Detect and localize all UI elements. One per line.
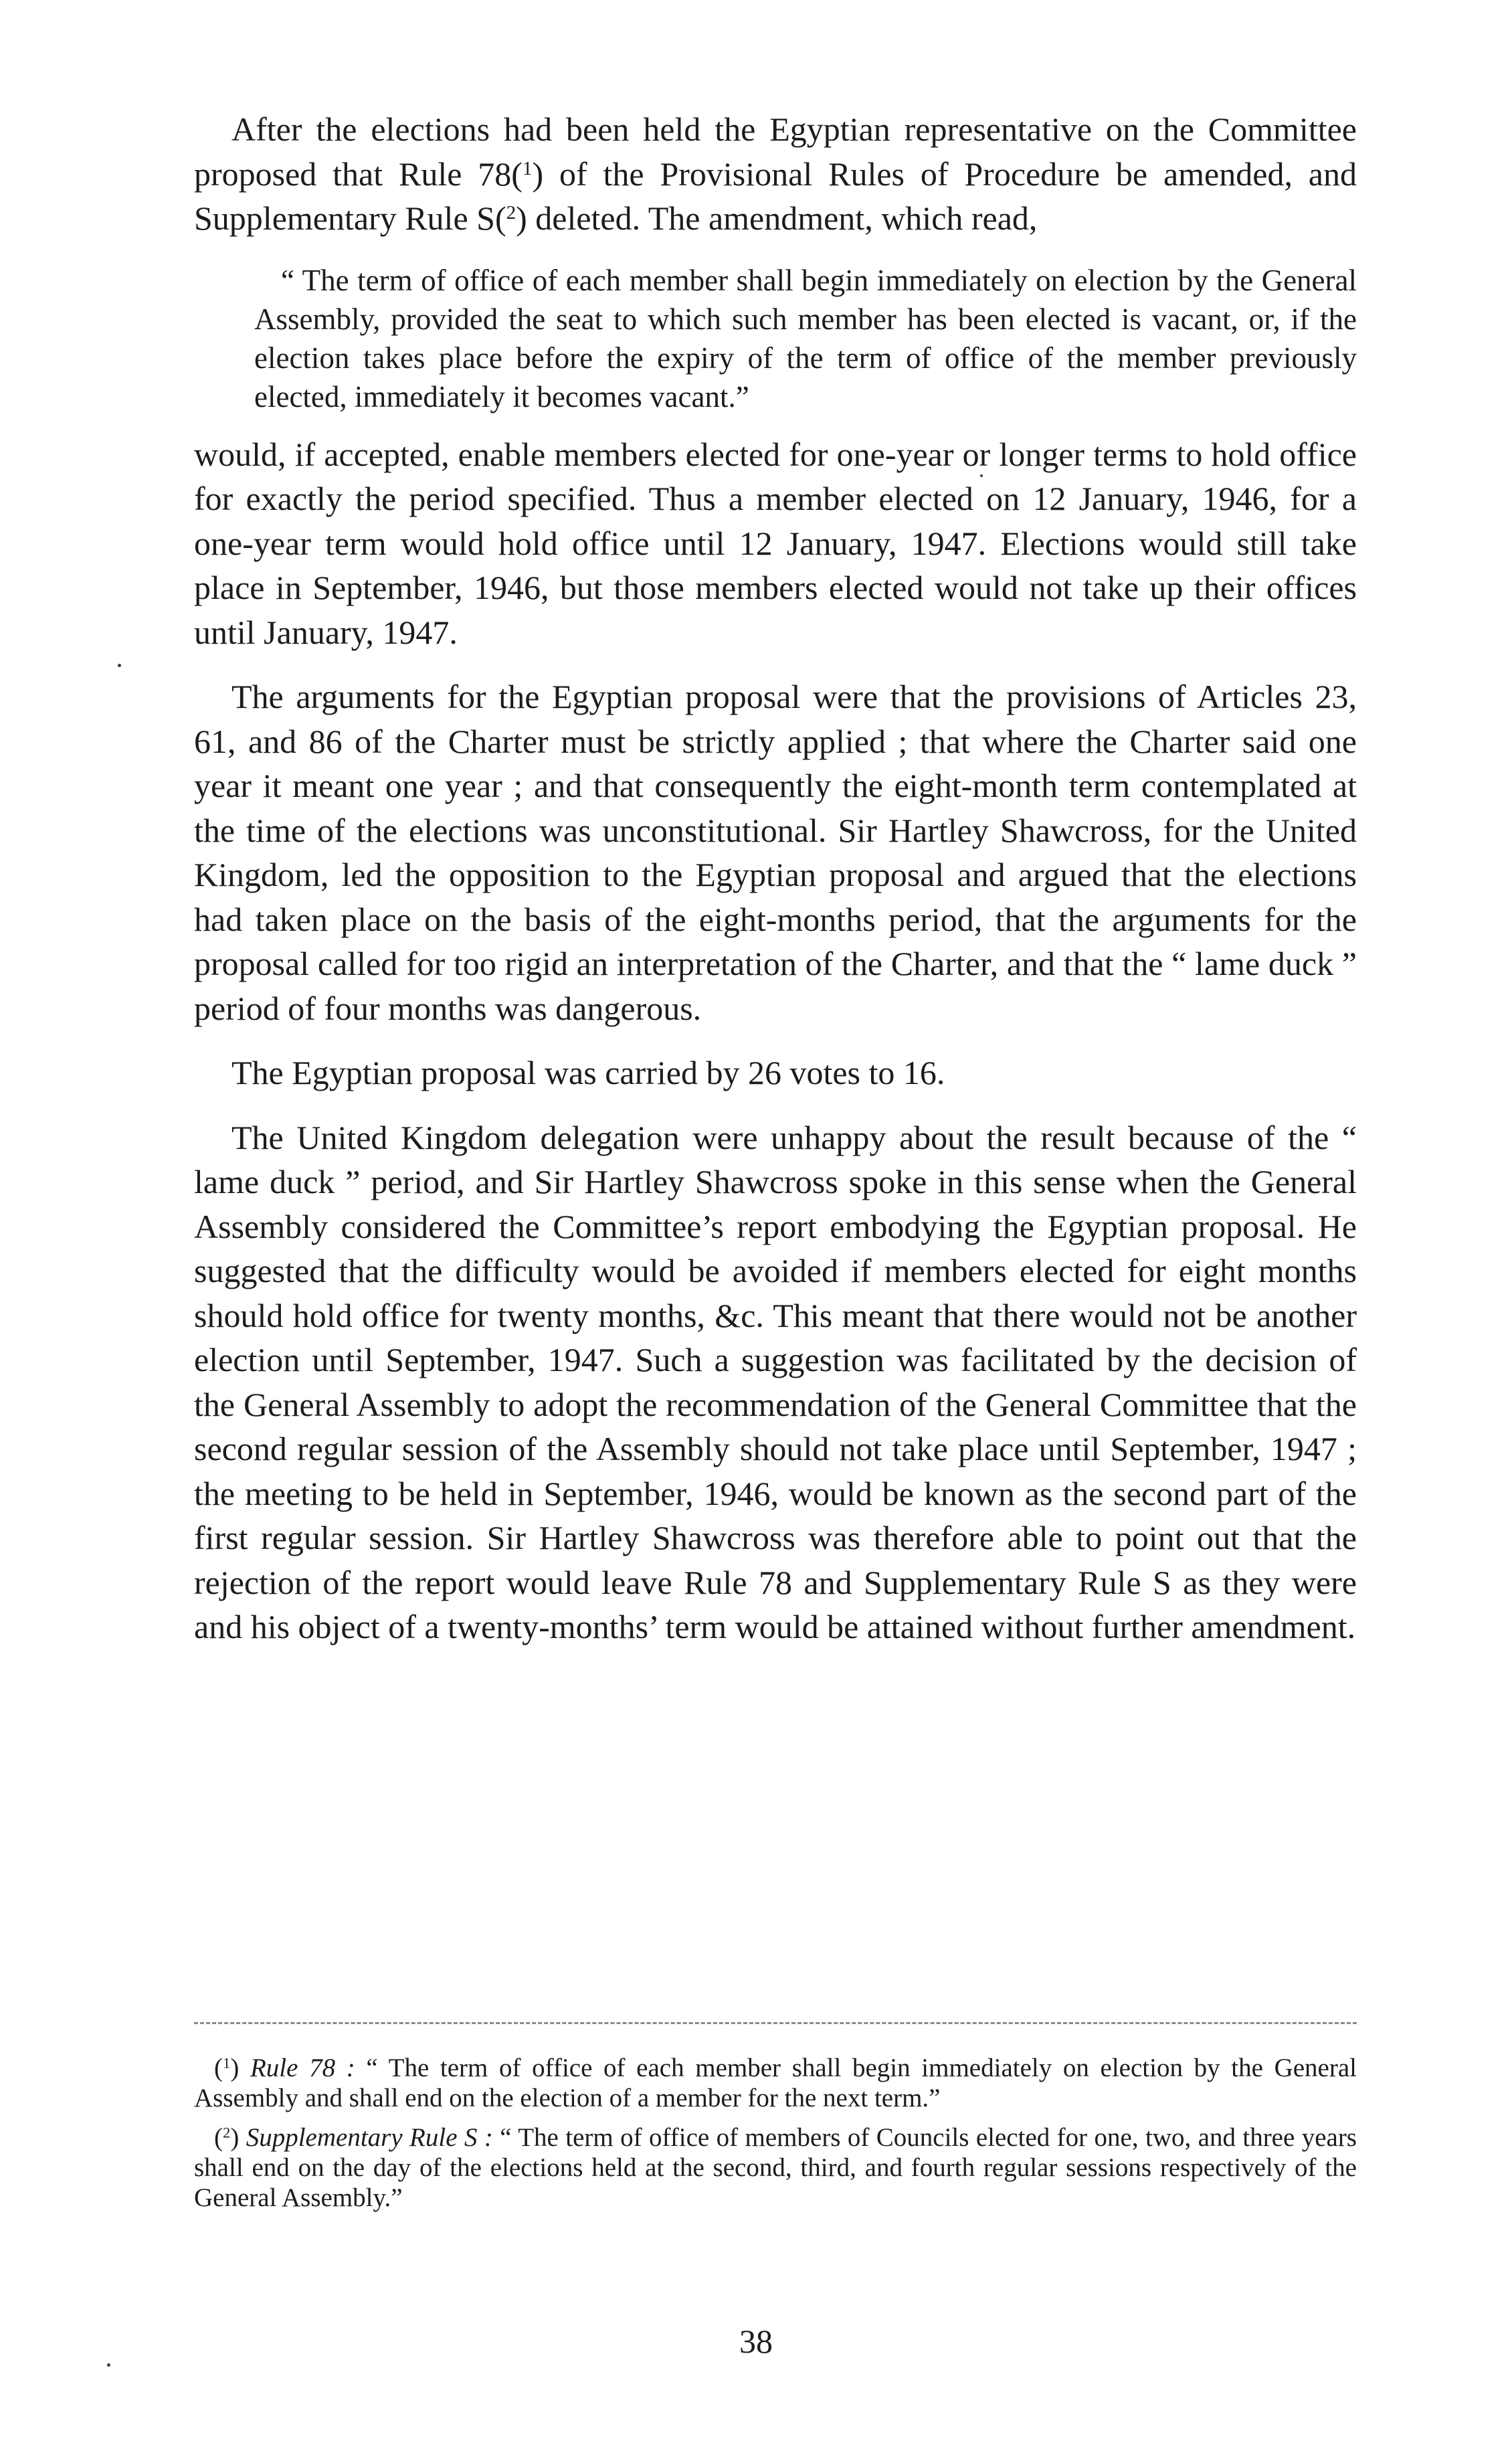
paragraph-1-part-2: ) of the Provisional Rules of Procedure be amended, and Supplementary Rule S( (194, 155, 1357, 237)
scan-speck (107, 2363, 110, 2367)
paragraph-1 (194, 107, 1357, 241)
quoted-amendment: “ The term of office of each member shall begin immediately on election by the General Assembly, provided the seat to which such member has been elected is vacant, or, if the election takes place before the expiry of the term of office of the member previously elected, immediately it becomes vacant.” (254, 263, 1357, 414)
footnote-2-label: Supplementary Rule S : (246, 2123, 493, 2152)
footnote-separator (194, 2022, 1357, 2024)
footnote-1: ($^1$) Rule 78 : “ The term of office of each member shall begin immediately on election by the General Assembly and shall end on the election of a member for the next term.” (194, 2054, 1357, 2112)
body-text (194, 107, 1357, 1669)
footnotes (194, 2053, 1357, 2222)
footnote-2-text: “ The term of office of members of Councils elected for one, two, and three years shall end on the day of the elections held at the second, third, and fourth regular sessions respectively of the General Assembly.” (194, 2123, 1357, 2212)
footnote-1-text: “ The term of office of each member shall begin immediately on election by the General Assembly and shall end on the election of a member for the next term.” (194, 2054, 1357, 2112)
scan-speck (118, 664, 121, 667)
paragraph-2: would, if accepted, enable members elected for one-year or longer terms to hold office for exactly the period specified. Thus a member elected on 12 January, 1946, for a one-year term would hold office until 12 January, 1947. Elections would still take place in September, 1946, but those members elected would not take up their offices until January, 1947. (194, 435, 1357, 651)
footnote-1-mark: 1 (223, 2054, 231, 2072)
paragraph-1-part-1: After the elections had been held the Egyptian representative on the Committee proposed that Rule 78( (194, 110, 1357, 193)
footnote-ref-1: 1 (522, 157, 533, 179)
paragraph-1-part-3: ) deleted. The amendment, which read, (516, 199, 1038, 237)
paragraph-4: The Egyptian proposal was carried by 26 votes to 16. (231, 1054, 945, 1091)
footnote-2: ($^2$) Supplementary Rule S : “ The term of office of members of Councils elected for one, two, and three years shall end on the day of the elections held at the second, third, and fourth regular sessions respectively of the General Assembly.” (194, 2123, 1357, 2212)
paragraph-5: The United Kingdom delegation were unhappy about the result because of the “ lame duck ” period, and Sir Hartley Shawcross spoke in this sense when the General Assembly considered the Committee’s report embodying the Egyptian proposal. He suggested that the difficulty would be avoided if members elected for eight months should hold office for twenty months, &c. This meant that there would not be another election until September, 1947. Such a suggestion was facilitated by the decision of the General Assembly to adopt the recommendation of the General Committee that the second regular session of the Assembly should not take place until September, 1947 ; the meeting to be held in September, 1946, would be known as the second part of the first regular session. Sir Hartley Shawcross was therefore able to point out that the rejection of the report would leave Rule 78 and Supplementary Rule S as they were and his object of a twenty-months’ term would be attained without further amendment. (194, 1118, 1357, 1645)
footnote-1-label: Rule 78 : (250, 2054, 355, 2082)
paragraph-3: The arguments for the Egyptian proposal were that the provisions of Articles 23, 61, and 86 of the Charter must be strictly applied ; that where the Charter said one year it meant one year ; and that consequently the eight-month term contemplated at the time of the elections was unconstitutional. Sir Hartley Shawcross, for the United Kingdom, led the opposition to the Egyptian proposal and argued that the elections had taken place on the basis of the eight-months period, that the arguments for the proposal called for too rigid an interpretation of the Charter, and that the “ lame duck ” period of four months was dangerous. (194, 678, 1357, 1027)
footnote-ref-2: 2 (506, 202, 516, 224)
footnote-2-mark: 2 (223, 2124, 231, 2141)
page-number: 38 (739, 2323, 773, 2360)
scan-speck (980, 474, 983, 477)
